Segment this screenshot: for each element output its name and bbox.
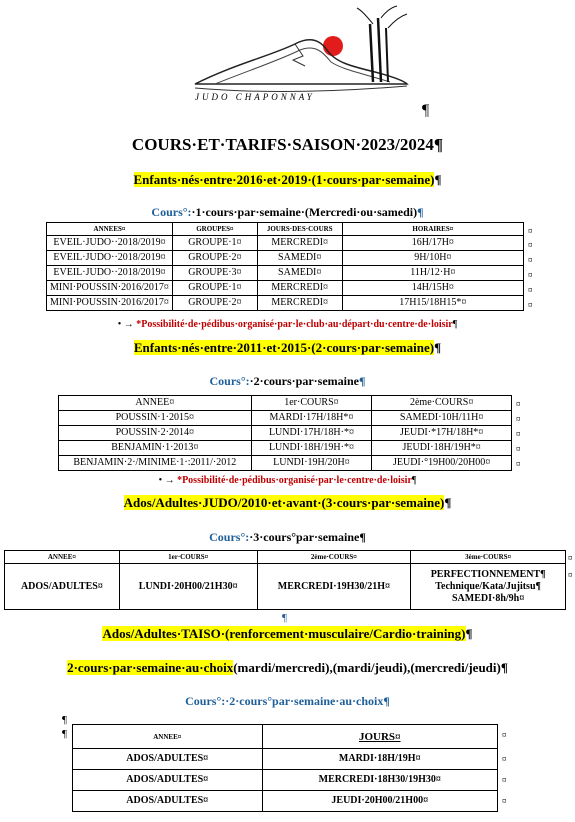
section-4-table xyxy=(72,724,498,812)
table-header-row xyxy=(47,223,524,236)
row-end-mark: ¤ xyxy=(516,399,521,409)
table-cell: MERCREDI¤ xyxy=(257,281,342,296)
table-cell: SAMEDI·10H/11H¤ xyxy=(372,411,512,426)
section-2-note-text: *Possibilité·de·pédibus·organisé·par·le·centre·de·loisir xyxy=(177,475,412,486)
section-4-heading-mark: ¶ xyxy=(465,626,473,641)
section-2-cours-text: ·2·cours·par·semaine xyxy=(249,374,359,388)
table-row xyxy=(73,770,498,791)
table-cell: 17H15/18H15*¤ xyxy=(342,296,523,311)
page-title xyxy=(0,135,575,155)
table-cell xyxy=(411,564,566,610)
row-end-mark: ¤ xyxy=(502,754,507,764)
table-row xyxy=(59,441,512,456)
table-row xyxy=(73,791,498,812)
table-cell: 16H/17H¤ xyxy=(342,236,523,251)
row-end-mark: ¤ xyxy=(528,255,533,265)
table-cell: SAMEDI¤ xyxy=(257,251,342,266)
section-3-cours-mark: ¶ xyxy=(359,530,366,544)
section-2-note xyxy=(0,475,575,486)
table-cell: JEUDI·*17H/18H*¤ xyxy=(372,426,512,441)
table-cell: MERCREDI¤ xyxy=(257,236,342,251)
section-2-heading xyxy=(0,340,575,356)
table-cell: MARDI·17H/18H*¤ xyxy=(251,411,372,426)
table-cell: JEUDI·°19H00/20H00¤ xyxy=(372,456,512,471)
table-header-row xyxy=(59,396,512,411)
note-mark: ¶ xyxy=(411,475,417,486)
table-cell: GROUPE·1¤ xyxy=(172,281,257,296)
samedi-line: SAMEDI·8h/9h¤ xyxy=(451,592,525,604)
table-header-cell: GROUPES¤ xyxy=(172,223,257,236)
row-end-mark: ¤ xyxy=(568,570,573,580)
section-1-cours-label: Cours°: xyxy=(151,205,192,219)
club-logo xyxy=(175,4,410,116)
section-2-heading-text: Enfants·nés·entre·2011·et·2015·(2·cours·par·semaine) xyxy=(133,340,435,355)
table-cell: ADOS/ADULTES¤ xyxy=(73,791,263,812)
section-2-cours xyxy=(0,374,575,389)
section-1-heading-text: Enfants·nés·entre·2016·et·2019·(1·cours·par·semaine) xyxy=(133,172,435,187)
section-1-note-text: *Possibilité·de·pédibus·organisé·par·le·club·au·départ·du·centre·de·loisir xyxy=(136,319,453,330)
table-cell: POUSSIN·2·2014¤ xyxy=(59,426,252,441)
table-cell: LUNDI·17H/18H·*¤ xyxy=(251,426,372,441)
row-end-mark: ¤ xyxy=(502,775,507,785)
section-4-cours-text: ·2·cours°par·semaine·au·choix xyxy=(225,694,384,708)
table-header-cell: 1er·COURS¤ xyxy=(251,396,372,411)
row-end-mark: ¤ xyxy=(528,226,533,236)
row-end-mark: ¤ xyxy=(528,270,533,280)
table-cell: EVEIL·JUDO··2018/2019¤ xyxy=(47,251,173,266)
table-header-cell: JOURS¤ xyxy=(262,725,498,749)
table-cell: ADOS/ADULTES¤ xyxy=(73,749,263,770)
table-header-cell: JOURS·DES·COURS xyxy=(257,223,342,236)
table-cell: 9H/10H¤ xyxy=(342,251,523,266)
table-cell: GROUPE·2¤ xyxy=(172,251,257,266)
table-cell: GROUPE·2¤ xyxy=(172,296,257,311)
paragraph-mark: ¶ xyxy=(62,728,67,740)
table-cell: LUNDI·20H00/21H30¤ xyxy=(119,564,257,610)
table-header-row xyxy=(73,725,498,749)
section-1-heading xyxy=(0,172,575,188)
row-end-mark: ¤ xyxy=(528,240,533,250)
section-1-cours xyxy=(0,205,575,220)
section-4-choice-line xyxy=(0,660,575,676)
table-cell: MERCREDI¤ xyxy=(257,296,342,311)
section-3-heading-mark: ¶ xyxy=(444,495,452,510)
section-3-cours-text: ·3·cours°par·semaine xyxy=(249,530,360,544)
table-row xyxy=(47,251,524,266)
section-4-cours-mark: ¶ xyxy=(383,694,390,708)
section-4-heading xyxy=(0,626,575,642)
note-bullet: • → xyxy=(117,319,137,330)
section-3-heading-text: Ados/Adultes·JUDO/2010·et·avant·(3·cours·par·semaine) xyxy=(123,495,445,510)
section-4-cours xyxy=(0,694,575,709)
table-row xyxy=(47,266,524,281)
paragraph-mark: ¶ xyxy=(422,102,430,119)
choice-days-text: (mardi/mercredi),(mardi/jeudi),(mercredi/jeudi) xyxy=(233,660,501,675)
section-1-cours-text: ·1·cours·par·semaine·(Mercredi·ou·samedi) xyxy=(191,205,418,219)
table-cell: BENJAMIN·2·/MINIME·1·:2011/·2012 xyxy=(59,456,252,471)
table-cell: GROUPE·3¤ xyxy=(172,266,257,281)
table-header-cell: 2ème·COURS¤ xyxy=(372,396,512,411)
logo-text: JUDO CHAPONNAY xyxy=(195,92,315,102)
table-header-cell: 3ème·COURS¤ xyxy=(411,551,566,564)
row-end-mark: ¤ xyxy=(568,553,573,563)
row-end-mark: ¤ xyxy=(516,459,521,469)
table-cell: EVEIL·JUDO··2018/2019¤ xyxy=(47,266,173,281)
row-end-mark: ¤ xyxy=(516,444,521,454)
table-cell: MARDI·18H/19H¤ xyxy=(262,749,498,770)
perfectionnement-line: PERFECTIONNEMENT¶ xyxy=(430,568,546,580)
table-cell: JEUDI·18H/19H*¤ xyxy=(372,441,512,456)
note-bullet: • → xyxy=(158,475,178,486)
section-3-heading xyxy=(0,495,575,511)
row-end-mark: ¤ xyxy=(528,300,533,310)
section-3-table xyxy=(4,550,566,610)
table-row xyxy=(59,426,512,441)
table-cell: SAMEDI¤ xyxy=(257,266,342,281)
table-cell: JEUDI·20H00/21H00¤ xyxy=(262,791,498,812)
table-cell: LUNDI·19H/20H¤ xyxy=(251,456,372,471)
table-header-row xyxy=(5,551,566,564)
section-3-cours-label: Cours°: xyxy=(209,530,250,544)
table-cell: MERCREDI·18H30/19H30¤ xyxy=(262,770,498,791)
choice-highlight-text: 2·cours·par·semaine·au·choix xyxy=(67,660,234,675)
table-header-cell: HORAIRES¤ xyxy=(342,223,523,236)
paragraph-mark: ¶ xyxy=(62,714,67,726)
table-row xyxy=(47,236,524,251)
section-1-cours-mark: ¶ xyxy=(417,205,424,219)
table-cell: BENJAMIN·1·2013¤ xyxy=(59,441,252,456)
table-cell: MERCREDI·19H30/21H¤ xyxy=(257,564,411,610)
section-1-note xyxy=(0,319,575,330)
table-row xyxy=(5,564,566,610)
table-cell: LUNDI·18H/19H·*¤ xyxy=(251,441,372,456)
table-row xyxy=(47,296,524,311)
row-end-mark: ¤ xyxy=(516,414,521,424)
row-end-mark: ¤ xyxy=(516,429,521,439)
section-1-heading-mark: ¶ xyxy=(434,172,442,187)
page-title-text: COURS·ET·TARIFS·SAISON·2023/2024¶ xyxy=(131,135,444,154)
table-cell: POUSSIN·1·2015¤ xyxy=(59,411,252,426)
table-header-cell: ANNEES¤ xyxy=(47,223,173,236)
choice-mark: ¶ xyxy=(500,660,508,675)
row-end-mark: ¤ xyxy=(502,796,507,806)
technique-line: Technique/Kata/Jujitsu¶ xyxy=(435,580,541,592)
table-cell: GROUPE·1¤ xyxy=(172,236,257,251)
table-cell: MINI·POUSSIN·2016/2017¤ xyxy=(47,281,173,296)
table-header-cell: ANNEE¤ xyxy=(73,725,263,749)
table-cell: ADOS/ADULTES¤ xyxy=(5,564,120,610)
row-end-mark: ¤ xyxy=(502,730,507,740)
table-header-cell: ANNEE¤ xyxy=(59,396,252,411)
table-cell: MINI·POUSSIN·2016/2017¤ xyxy=(47,296,173,311)
table-cell: ADOS/ADULTES¤ xyxy=(73,770,263,791)
table-row xyxy=(73,749,498,770)
table-header-cell: 1er·COURS¤ xyxy=(119,551,257,564)
table-row xyxy=(59,456,512,471)
table-row xyxy=(59,411,512,426)
table-cell: 11H/12·H¤ xyxy=(342,266,523,281)
section-2-cours-mark: ¶ xyxy=(359,374,366,388)
section-3-cours xyxy=(0,530,575,545)
table-cell: EVEIL·JUDO··2018/2019¤ xyxy=(47,236,173,251)
table-cell: 14H/15H¤ xyxy=(342,281,523,296)
table-row xyxy=(47,281,524,296)
section-2-cours-label: Cours°: xyxy=(209,374,250,388)
table-header-cell: 2ème·COURS¤ xyxy=(257,551,411,564)
section-4-cours-label: Cours°: xyxy=(185,694,226,708)
row-end-mark: ¤ xyxy=(528,285,533,295)
table-header-cell: ANNEE¤ xyxy=(5,551,120,564)
note-mark: ¶ xyxy=(452,319,458,330)
paragraph-mark: ¶ xyxy=(282,612,287,624)
section-2-table xyxy=(58,395,512,471)
section-1-table xyxy=(46,222,524,311)
section-4-heading-text: Ados/Adultes·TAISO·(renforcement·musculaire/Cardio·training) xyxy=(102,626,466,641)
section-2-heading-mark: ¶ xyxy=(434,340,442,355)
